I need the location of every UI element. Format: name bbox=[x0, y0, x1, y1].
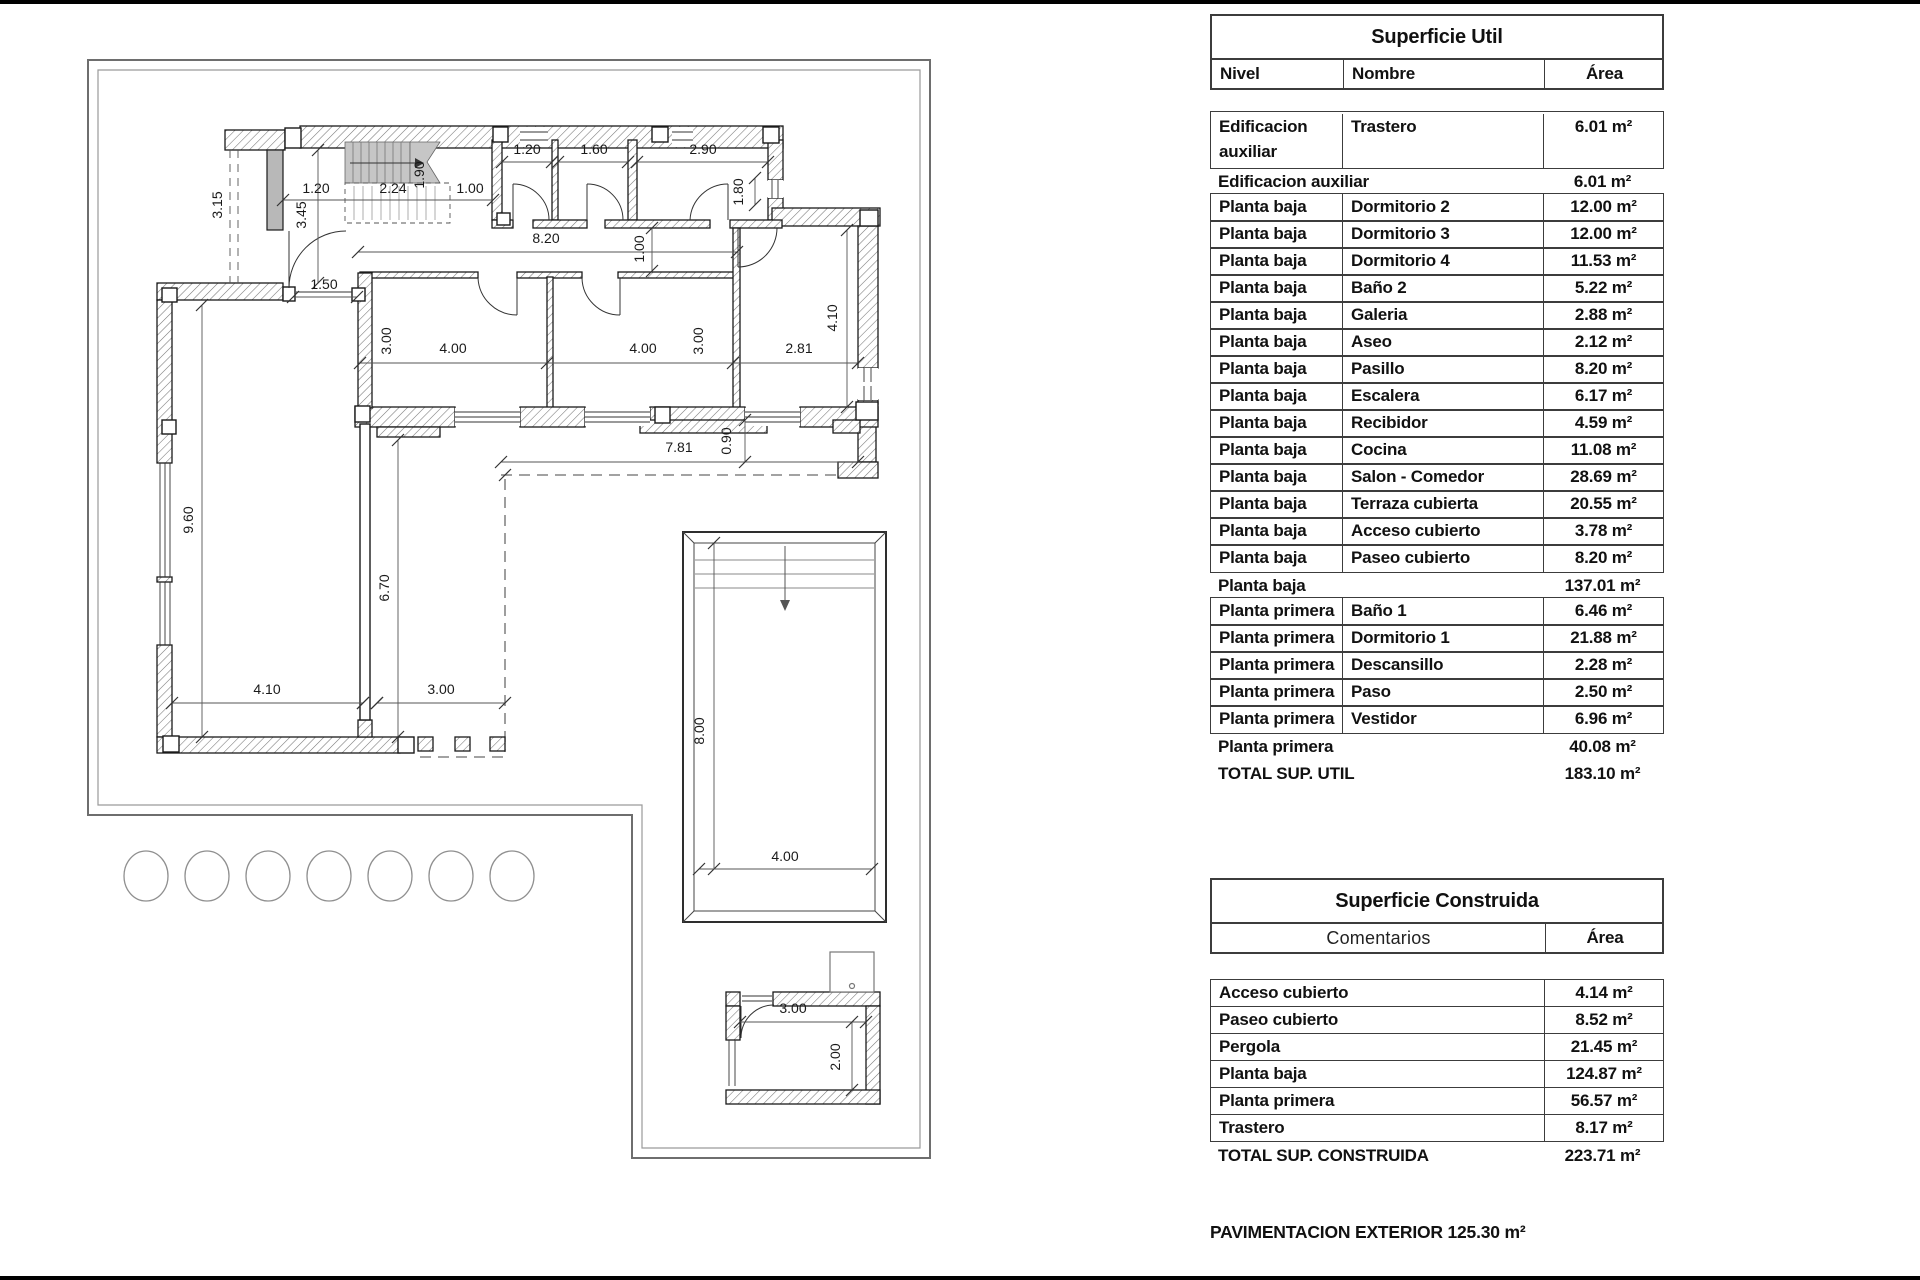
dimension-label: 4.10 bbox=[253, 681, 281, 697]
porch-dashed-lines bbox=[230, 150, 238, 283]
cell-area: 223.71 m² bbox=[1564, 1146, 1641, 1165]
dimension-label: 0.90 bbox=[718, 427, 734, 455]
cell-nivel: Planta primera bbox=[1219, 682, 1335, 701]
table-row bbox=[1210, 409, 1664, 438]
column-header-comentarios: Comentarios bbox=[1326, 928, 1431, 948]
cell-nombre: Dormitorio 4 bbox=[1342, 248, 1543, 275]
cell-nombre: Dormitorio 2 bbox=[1342, 194, 1543, 221]
cell-nombre: Paseo cubierto bbox=[1342, 545, 1543, 572]
cell-area: 3.78 m² bbox=[1543, 518, 1663, 545]
table-row bbox=[1210, 517, 1664, 546]
dimension-label: 6.70 bbox=[376, 574, 392, 602]
cell-nivel: Planta primera bbox=[1219, 709, 1335, 728]
cell-nivel: Planta baja bbox=[1219, 224, 1307, 243]
table-row bbox=[1210, 328, 1664, 357]
cell-nombre: Paso bbox=[1342, 679, 1543, 706]
cell-nivel: Planta baja bbox=[1219, 332, 1307, 351]
dimension-label: 1.20 bbox=[302, 180, 330, 196]
cell-nivel: Planta baja bbox=[1219, 467, 1307, 486]
cell-label: Planta baja bbox=[1218, 575, 1306, 595]
cell-nombre: Galeria bbox=[1342, 302, 1543, 329]
cell-area: 28.69 m² bbox=[1543, 464, 1663, 491]
table-row bbox=[1210, 624, 1664, 653]
cell-area: 8.20 m² bbox=[1543, 545, 1663, 572]
cell-nombre: Pasillo bbox=[1342, 356, 1543, 383]
cell-area: 4.59 m² bbox=[1543, 410, 1663, 437]
cell-nivel: Planta baja bbox=[1219, 305, 1307, 324]
dimension-label: 3.00 bbox=[690, 327, 706, 355]
dimension-label: 4.00 bbox=[439, 340, 467, 356]
cell-area: 6.46 m² bbox=[1543, 598, 1663, 625]
column-header-area: Área bbox=[1544, 60, 1664, 88]
dimension-label: 2.24 bbox=[379, 180, 407, 196]
cell-area: 2.12 m² bbox=[1543, 329, 1663, 356]
cell-area: 5.22 m² bbox=[1543, 275, 1663, 302]
cell-area: 21.88 m² bbox=[1543, 625, 1663, 652]
cell-area: 2.50 m² bbox=[1543, 679, 1663, 706]
dimension-label: 4.10 bbox=[824, 304, 840, 332]
cell-area: 11.53 m² bbox=[1543, 248, 1663, 275]
dimension-label: 1.80 bbox=[730, 178, 746, 206]
column-header-nivel: Nivel bbox=[1220, 64, 1260, 83]
cell-nombre: Planta baja bbox=[1219, 1063, 1307, 1083]
cell-nombre: Cocina bbox=[1342, 437, 1543, 464]
dimension-label: 3.00 bbox=[378, 327, 394, 355]
table-row bbox=[1210, 1114, 1664, 1143]
table-row bbox=[1210, 597, 1664, 626]
cell-nivel: Planta baja bbox=[1219, 413, 1307, 432]
cell-area: 12.00 m² bbox=[1543, 194, 1663, 221]
cell-nivel: Planta baja bbox=[1219, 251, 1307, 270]
dimension-label: 2.81 bbox=[785, 340, 813, 356]
cell-nivel: Planta baja bbox=[1219, 197, 1307, 216]
table-row bbox=[1210, 1060, 1664, 1089]
dimension-label: 2.00 bbox=[827, 1043, 843, 1071]
cell-area: 6.17 m² bbox=[1543, 383, 1663, 410]
dimension-label: 9.60 bbox=[180, 506, 196, 534]
cell-nivel: Planta baja bbox=[1219, 440, 1307, 459]
cell-nombre: Salon - Comedor bbox=[1342, 464, 1543, 491]
table-row bbox=[1210, 355, 1664, 384]
table-row bbox=[1210, 705, 1664, 734]
cell-nivel: Planta baja bbox=[1219, 386, 1307, 405]
cell-area: 2.88 m² bbox=[1543, 302, 1663, 329]
superficie-util-table bbox=[1210, 14, 1664, 788]
dimension-label: 3.15 bbox=[209, 191, 225, 219]
cell-nivel: Planta primera bbox=[1219, 655, 1335, 674]
cell-area: 56.57 m² bbox=[1544, 1088, 1663, 1115]
cell-area: 8.52 m² bbox=[1544, 1007, 1663, 1034]
cell-nombre: Acceso cubierto bbox=[1219, 982, 1349, 1002]
table-row bbox=[1210, 169, 1664, 195]
dimension-label: 3.45 bbox=[293, 201, 309, 229]
table-row bbox=[1210, 979, 1664, 1008]
cell-label: Edificacion auxiliar bbox=[1218, 171, 1369, 191]
table-row bbox=[1210, 1006, 1664, 1035]
dimension-label: 4.00 bbox=[629, 340, 657, 356]
superficie-construida-table bbox=[1210, 878, 1664, 1170]
table-row bbox=[1210, 544, 1664, 573]
superficie-util-title: Superficie Util bbox=[1210, 14, 1664, 60]
column-header-nombre: Nombre bbox=[1343, 60, 1544, 88]
cell-nombre: Baño 1 bbox=[1342, 598, 1543, 625]
cell-nivel: Planta baja bbox=[1219, 359, 1307, 378]
table-row bbox=[1210, 678, 1664, 707]
table-row bbox=[1210, 1087, 1664, 1116]
plant-circles bbox=[124, 851, 534, 901]
superficie-util-header bbox=[1210, 60, 1664, 90]
table-row bbox=[1210, 301, 1664, 330]
cell-nombre: Paseo cubierto bbox=[1219, 1009, 1339, 1029]
cell-nombre: Terraza cubierta bbox=[1342, 491, 1543, 518]
column-header-area: Área bbox=[1545, 924, 1664, 952]
dimension-label: 7.81 bbox=[665, 439, 693, 455]
cell-area: 4.14 m² bbox=[1544, 980, 1663, 1007]
cell-nivel: Edificacion auxiliar bbox=[1219, 116, 1308, 161]
entry-side-wall bbox=[267, 150, 283, 230]
cell-area: 124.87 m² bbox=[1544, 1061, 1663, 1088]
table-row bbox=[1210, 463, 1664, 492]
table-row bbox=[1210, 734, 1664, 760]
superficie-construida-title: Superficie Construida bbox=[1210, 878, 1664, 924]
dimension-label: 2.90 bbox=[689, 141, 717, 157]
cell-area: 8.20 m² bbox=[1543, 356, 1663, 383]
cell-nombre: Planta primera bbox=[1219, 1090, 1335, 1110]
table-row bbox=[1210, 111, 1664, 169]
dimension-label: 3.00 bbox=[427, 681, 455, 697]
cell-nombre: Trastero bbox=[1342, 114, 1543, 168]
cell-nombre: Recibidor bbox=[1342, 410, 1543, 437]
cell-nombre: Escalera bbox=[1342, 383, 1543, 410]
dimension-label: 3.00 bbox=[779, 1000, 807, 1016]
dimension-label: 8.20 bbox=[532, 230, 560, 246]
cell-area: 21.45 m² bbox=[1544, 1034, 1663, 1061]
dimension-label: 1.00 bbox=[631, 235, 647, 263]
cell-area: 183.10 m² bbox=[1564, 763, 1641, 783]
table-row bbox=[1210, 274, 1664, 303]
superficie-construida-header bbox=[1210, 924, 1664, 954]
table-row bbox=[1210, 1033, 1664, 1062]
cell-area: 8.17 m² bbox=[1544, 1115, 1663, 1142]
cell-nombre: Trastero bbox=[1219, 1117, 1285, 1137]
dimension-label: 4.00 bbox=[771, 848, 799, 864]
table-row bbox=[1210, 651, 1664, 680]
cell-area: 12.00 m² bbox=[1543, 221, 1663, 248]
dimension-label: 8.00 bbox=[691, 717, 707, 745]
cell-nivel: Planta primera bbox=[1219, 601, 1335, 620]
cell-nombre: Aseo bbox=[1342, 329, 1543, 356]
cell-area: 20.55 m² bbox=[1543, 491, 1663, 518]
cell-area: 6.96 m² bbox=[1543, 706, 1663, 733]
trastero-equipment bbox=[830, 952, 874, 992]
cell-area: 6.01 m² bbox=[1573, 171, 1632, 191]
table-row bbox=[1210, 1142, 1664, 1170]
dimension-label: 1.20 bbox=[513, 141, 541, 157]
table-row bbox=[1210, 573, 1664, 599]
table-row bbox=[1210, 760, 1664, 788]
table-row bbox=[1210, 490, 1664, 519]
dimension-label: 1.00 bbox=[456, 180, 484, 196]
cell-nivel: Planta primera bbox=[1219, 628, 1335, 647]
cell-nivel: Planta baja bbox=[1219, 521, 1307, 540]
table-row bbox=[1210, 193, 1664, 222]
cell-nombre: Dormitorio 1 bbox=[1342, 625, 1543, 652]
table-row bbox=[1210, 436, 1664, 465]
cell-area: 137.01 m² bbox=[1564, 575, 1641, 595]
cell-nombre: Acceso cubierto bbox=[1342, 518, 1543, 545]
cell-nombre: Pergola bbox=[1219, 1036, 1280, 1056]
table-row bbox=[1210, 220, 1664, 249]
cell-area: 11.08 m² bbox=[1543, 437, 1663, 464]
terrace-thin-wall bbox=[360, 424, 370, 720]
cell-area: 6.01 m² bbox=[1543, 114, 1663, 168]
cell-label: TOTAL SUP. UTIL bbox=[1218, 763, 1355, 783]
cell-nombre: Dormitorio 3 bbox=[1342, 221, 1543, 248]
cell-nombre: Baño 2 bbox=[1342, 275, 1543, 302]
cell-nivel: Planta baja bbox=[1219, 278, 1307, 297]
cell-nivel: Planta baja bbox=[1219, 494, 1307, 513]
cell-area: 40.08 m² bbox=[1569, 736, 1636, 756]
dimension-label: 1.60 bbox=[580, 141, 608, 157]
pavimentacion-note: PAVIMENTACION EXTERIOR 125.30 m² bbox=[1210, 1222, 1526, 1242]
cell-nivel: Planta baja bbox=[1219, 548, 1307, 567]
dimension-label: 1.90 bbox=[411, 161, 427, 189]
cell-label: TOTAL SUP. CONSTRUIDA bbox=[1218, 1146, 1429, 1165]
dimension-label: 1.50 bbox=[310, 276, 338, 292]
cell-label: Planta primera bbox=[1218, 736, 1334, 756]
table-row bbox=[1210, 382, 1664, 411]
table-row bbox=[1210, 247, 1664, 276]
cell-nombre: Descansillo bbox=[1342, 652, 1543, 679]
cell-area: 2.28 m² bbox=[1543, 652, 1663, 679]
cell-nombre: Vestidor bbox=[1342, 706, 1543, 733]
